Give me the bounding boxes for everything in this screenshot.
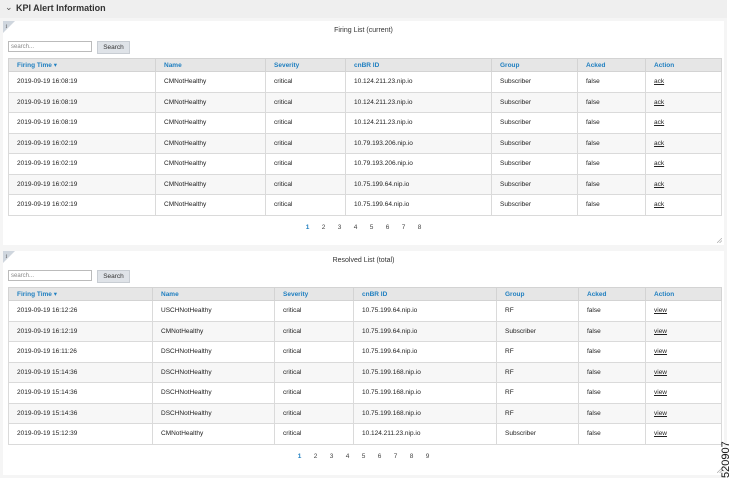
- table-row: [9, 72, 722, 93]
- search-input[interactable]: search...: [8, 270, 92, 281]
- column-header[interactable]: Action: [646, 288, 722, 301]
- view-link[interactable]: view: [646, 301, 722, 322]
- page-link[interactable]: 4: [345, 453, 350, 460]
- column-header[interactable]: Acked: [578, 59, 646, 72]
- pagination: [3, 453, 724, 460]
- table-cell: 10.79.193.206.nip.io: [346, 154, 492, 175]
- firing-list-panel: [3, 21, 724, 245]
- table-cell: critical: [266, 174, 346, 195]
- ack-link[interactable]: ack: [646, 72, 722, 93]
- column-header[interactable]: Acked: [579, 288, 646, 301]
- ack-link[interactable]: ack: [646, 195, 722, 216]
- table-cell: 10.75.199.168.nip.io: [354, 383, 497, 404]
- table-cell: 10.75.199.168.nip.io: [354, 362, 497, 383]
- table-cell: false: [578, 154, 646, 175]
- table-cell: false: [579, 383, 646, 404]
- table-cell: Subscriber: [497, 424, 579, 445]
- table-cell: Subscriber: [492, 133, 578, 154]
- table-cell: DSCHNotHealthy: [153, 342, 275, 363]
- table-cell: Subscriber: [492, 195, 578, 216]
- page-link[interactable]: 1: [297, 453, 302, 460]
- view-link[interactable]: view: [646, 342, 722, 363]
- resolved-list-panel: [3, 251, 724, 475]
- table-cell: 10.75.199.64.nip.io: [346, 195, 492, 216]
- table-cell: 10.75.199.168.nip.io: [354, 403, 497, 424]
- table-cell: RF: [497, 342, 579, 363]
- table-cell: critical: [275, 342, 354, 363]
- table-cell: critical: [266, 113, 346, 134]
- table-cell: 2019-09-19 16:02:19: [9, 154, 156, 175]
- table-cell: false: [579, 301, 646, 322]
- row-title: KPI Alert Information: [16, 3, 106, 13]
- table-cell: Subscriber: [492, 154, 578, 175]
- table-cell: false: [578, 195, 646, 216]
- page-link[interactable]: 5: [361, 453, 366, 460]
- column-header[interactable]: Name: [156, 59, 266, 72]
- column-header[interactable]: Action: [646, 59, 722, 72]
- table-cell: CMNotHealthy: [156, 195, 266, 216]
- page-link[interactable]: 1: [305, 224, 310, 231]
- table-cell: RF: [497, 362, 579, 383]
- table-cell: 2019-09-19 16:08:19: [9, 92, 156, 113]
- page-link[interactable]: 4: [353, 224, 358, 231]
- page-link[interactable]: 3: [337, 224, 342, 231]
- ack-link[interactable]: ack: [646, 133, 722, 154]
- kpi-row-header[interactable]: [0, 0, 727, 18]
- page-link[interactable]: 5: [369, 224, 374, 231]
- page-link[interactable]: 2: [313, 453, 318, 460]
- table-cell: CMNotHealthy: [156, 113, 266, 134]
- table-cell: critical: [266, 195, 346, 216]
- panel-title: Firing List (current): [334, 27, 393, 34]
- table-cell: RF: [497, 383, 579, 404]
- table-cell: critical: [275, 362, 354, 383]
- table-cell: critical: [275, 424, 354, 445]
- table-cell: Subscriber: [492, 113, 578, 134]
- table-cell: 2019-09-19 15:14:36: [9, 362, 153, 383]
- table-cell: false: [578, 133, 646, 154]
- table-cell: 2019-09-19 16:02:19: [9, 195, 156, 216]
- table-cell: Subscriber: [492, 92, 578, 113]
- table-cell: DSCHNotHealthy: [153, 383, 275, 404]
- table-cell: 10.75.199.64.nip.io: [354, 321, 497, 342]
- table-cell: CMNotHealthy: [156, 154, 266, 175]
- column-header[interactable]: Group: [497, 288, 579, 301]
- table-cell: CMNotHealthy: [156, 72, 266, 93]
- page-link[interactable]: 2: [321, 224, 326, 231]
- table-row: [9, 113, 722, 134]
- resize-handle-icon[interactable]: [717, 238, 722, 243]
- page-link[interactable]: 9: [425, 453, 430, 460]
- table-cell: false: [578, 92, 646, 113]
- column-header[interactable]: Group: [492, 59, 578, 72]
- table-cell: 10.75.199.64.nip.io: [346, 174, 492, 195]
- figure-id: 520907: [720, 441, 732, 478]
- view-link[interactable]: view: [646, 383, 722, 404]
- ack-link[interactable]: ack: [646, 154, 722, 175]
- chevron-down-icon[interactable]: ⌄: [5, 2, 13, 12]
- table-cell: 10.124.211.23.nip.io: [354, 424, 497, 445]
- table-cell: 10.124.211.23.nip.io: [346, 92, 492, 113]
- table-cell: false: [578, 174, 646, 195]
- column-header[interactable]: Severity: [275, 288, 354, 301]
- table-cell: false: [579, 403, 646, 424]
- firing-table: [8, 58, 722, 216]
- table-row: [9, 133, 722, 154]
- table-cell: RF: [497, 403, 579, 424]
- table-cell: CMNotHealthy: [156, 133, 266, 154]
- table-cell: 10.124.211.23.nip.io: [346, 72, 492, 93]
- table-cell: false: [579, 342, 646, 363]
- table-row: [9, 383, 722, 404]
- table-cell: false: [579, 362, 646, 383]
- search-button[interactable]: Search: [97, 41, 130, 54]
- resolved-table: [8, 287, 722, 445]
- table-cell: CMNotHealthy: [156, 92, 266, 113]
- table-cell: 2019-09-19 15:14:36: [9, 403, 153, 424]
- table-cell: 2019-09-19 15:12:39: [9, 424, 153, 445]
- page-link[interactable]: 7: [393, 453, 398, 460]
- table-cell: critical: [266, 72, 346, 93]
- table-cell: USCHNotHealthy: [153, 301, 275, 322]
- table-row: [9, 342, 722, 363]
- table-cell: 2019-09-19 16:02:19: [9, 133, 156, 154]
- table-cell: critical: [275, 301, 354, 322]
- table-cell: 2019-09-19 16:08:19: [9, 113, 156, 134]
- table-cell: 2019-09-19 15:14:36: [9, 383, 153, 404]
- table-cell: RF: [497, 301, 579, 322]
- table-cell: 2019-09-19 16:12:19: [9, 321, 153, 342]
- column-header[interactable]: cnBR ID: [346, 59, 492, 72]
- view-link[interactable]: view: [646, 424, 722, 445]
- table-row: [9, 154, 722, 175]
- table-cell: Subscriber: [492, 72, 578, 93]
- ack-link[interactable]: ack: [646, 113, 722, 134]
- table-cell: critical: [266, 154, 346, 175]
- table-row: [9, 362, 722, 383]
- table-cell: false: [578, 72, 646, 93]
- table-cell: 2019-09-19 16:11:26: [9, 342, 153, 363]
- search-button[interactable]: Search: [97, 270, 130, 283]
- page-link[interactable]: 3: [329, 453, 334, 460]
- table-cell: false: [578, 113, 646, 134]
- table-cell: CMNotHealthy: [153, 424, 275, 445]
- table-cell: 10.79.193.206.nip.io: [346, 133, 492, 154]
- table-cell: critical: [275, 403, 354, 424]
- table-cell: 2019-09-19 16:12:26: [9, 301, 153, 322]
- table-cell: Subscriber: [497, 321, 579, 342]
- table-row: [9, 174, 722, 195]
- table-cell: critical: [275, 383, 354, 404]
- table-cell: 10.75.199.64.nip.io: [354, 301, 497, 322]
- column-header[interactable]: cnBR ID: [354, 288, 497, 301]
- page-link[interactable]: 8: [417, 224, 422, 231]
- column-header[interactable]: Firing Time ▾: [9, 59, 156, 72]
- table-cell: false: [579, 424, 646, 445]
- page-link[interactable]: 6: [385, 224, 390, 231]
- view-link[interactable]: view: [646, 362, 722, 383]
- table-cell: Subscriber: [492, 174, 578, 195]
- page-link[interactable]: 7: [401, 224, 406, 231]
- table-cell: critical: [266, 133, 346, 154]
- table-row: [9, 403, 722, 424]
- table-cell: 2019-09-19 16:08:19: [9, 72, 156, 93]
- column-header[interactable]: Firing Time ▾: [9, 288, 153, 301]
- table-row: [9, 301, 722, 322]
- table-cell: DSCHNotHealthy: [153, 403, 275, 424]
- table-cell: 10.75.199.64.nip.io: [354, 342, 497, 363]
- table-cell: CMNotHealthy: [156, 174, 266, 195]
- table-row: [9, 92, 722, 113]
- search-input[interactable]: search...: [8, 41, 92, 52]
- column-header[interactable]: Name: [153, 288, 275, 301]
- ack-link[interactable]: ack: [646, 174, 722, 195]
- view-link[interactable]: view: [646, 321, 722, 342]
- table-cell: critical: [275, 321, 354, 342]
- table-cell: CMNotHealthy: [153, 321, 275, 342]
- pagination: [3, 224, 724, 231]
- table-cell: false: [579, 321, 646, 342]
- svg-text:i: i: [5, 24, 8, 30]
- table-cell: 10.124.211.23.nip.io: [346, 113, 492, 134]
- panel-title: Resolved List (total): [332, 257, 395, 264]
- page-link[interactable]: 6: [377, 453, 382, 460]
- svg-text:i: i: [5, 254, 8, 260]
- column-header[interactable]: Severity: [266, 59, 346, 72]
- table-cell: critical: [266, 92, 346, 113]
- table-row: [9, 195, 722, 216]
- page-link[interactable]: 8: [409, 453, 414, 460]
- table-row: [9, 321, 722, 342]
- table-cell: 2019-09-19 16:02:19: [9, 174, 156, 195]
- ack-link[interactable]: ack: [646, 92, 722, 113]
- table-cell: DSCHNotHealthy: [153, 362, 275, 383]
- table-row: [9, 424, 722, 445]
- view-link[interactable]: view: [646, 403, 722, 424]
